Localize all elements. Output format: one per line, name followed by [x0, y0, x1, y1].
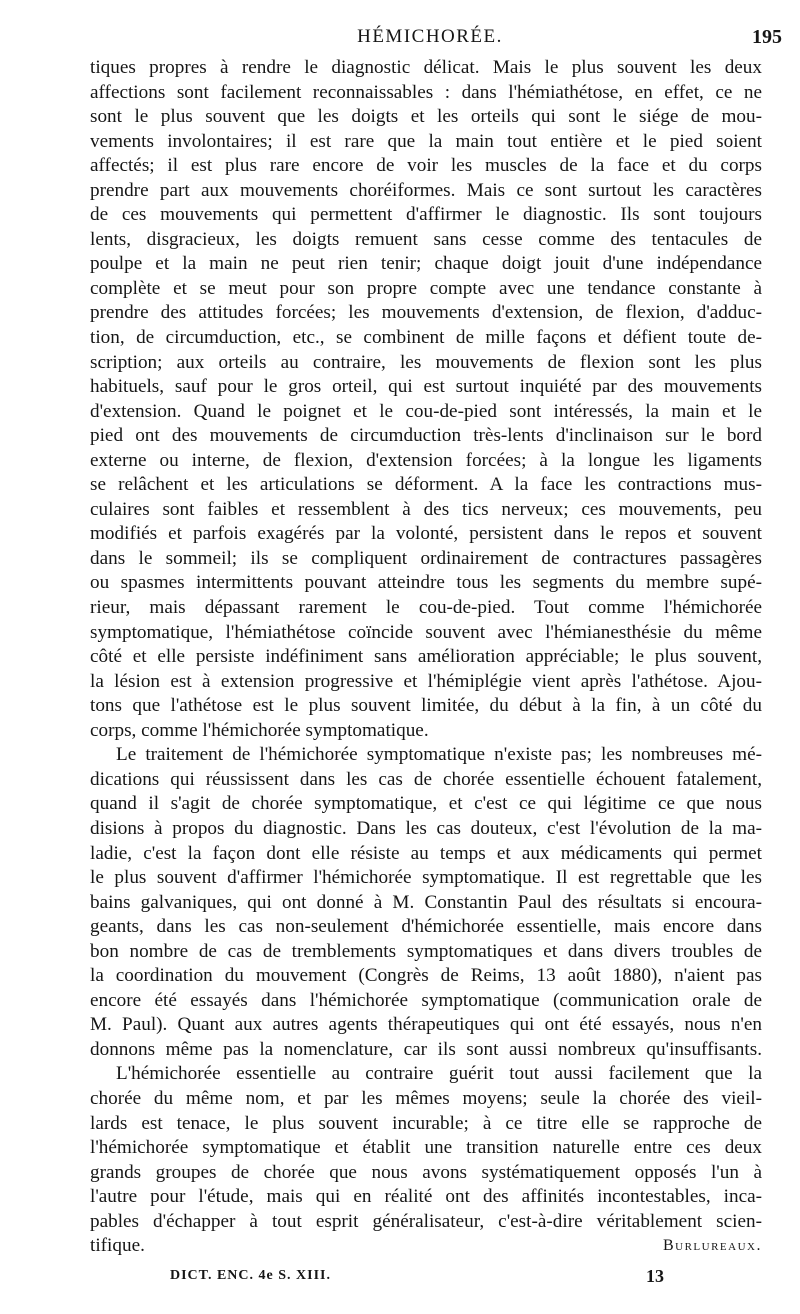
closing-line — [90, 1234, 762, 1259]
text-line: quand il s'agit de chorée symptomatique, et c'est ce qui légitime ce que nous — [90, 793, 762, 815]
text-line: ou spasmes intermittents pouvant atteindre tous les segments du membre supé- — [90, 572, 762, 594]
page-footer — [170, 1268, 730, 1292]
text-line: d'extension. Quand le poignet et le cou-de-pied sont intéressés, la main et le — [90, 400, 762, 422]
text-line: tons que l'athétose est le plus souvent limitée, du début à la fin, à un côté du — [90, 695, 762, 717]
text-line: symptomatique, l'hémiathétose coïncide souvent avec l'hémianesthésie du même — [90, 621, 762, 643]
text-line: externe ou interne, de flexion, d'extension forcées; à la longue les ligaments — [90, 449, 762, 471]
printer-signature: DICT. ENC. 4e S. XIII. — [170, 1268, 331, 1283]
text-line: Le traitement de l'hémichorée symptomatique n'existe pas; les nombreuses mé- — [116, 744, 762, 766]
text-line: L'hémichorée essentielle au contraire guérit tout aussi facilement que la — [116, 1063, 762, 1085]
text-line: tion, de circumduction, etc., se combinent de mille façons et défient toute de- — [90, 327, 762, 349]
text-line: M. Paul). Quant aux autres agents thérapeutiques qui ont été essayés, nous n'en — [90, 1014, 762, 1036]
page-number: 195 — [752, 26, 782, 48]
text-line: lards est tenace, le plus souvent incurable; à ce titre elle se rapproche de — [90, 1112, 762, 1134]
text-line: poulpe et la main ne peut rien tenir; chaque doigt jouit d'une indépendance — [90, 253, 762, 275]
text-line: corps, comme l'hémichorée symptomatique. — [90, 719, 429, 741]
text-line: ladie, c'est la façon dont elle résiste au temps et aux médicaments qui permet — [90, 842, 762, 864]
text-line: prendre part aux mouvements choréiformes. Mais ce sont surtout les caractères — [90, 179, 762, 201]
text-line: pables d'échapper à tout esprit généralisateur, c'est-à-dire véritablement scien- — [90, 1210, 762, 1232]
author-signature: Burlureaux. — [662, 1237, 762, 1255]
text-line: bon nombre de cas de tremblements symptomatiques et dans divers troubles de — [90, 940, 762, 962]
text-line: encore été essayés dans l'hémichorée symptomatique (communication orale de — [90, 989, 762, 1011]
text-line: le plus souvent d'affirmer l'hémichorée symptomatique. Il est regrettable que les — [90, 867, 762, 889]
sheet-number: 13 — [646, 1266, 664, 1286]
text-line: pied ont des mouvements de circumduction très-lents d'inclinaison sur le bord — [90, 425, 762, 447]
text-line: affectés; il est plus rare encore de voir les muscles de la face et du corps — [90, 155, 762, 177]
text-line: la lésion est à extension progressive et l'hémiplégie vient après l'athétose. Ajou- — [90, 670, 762, 692]
text-line: lents, disgracieux, les doigts remuent sans cesse comme des tentacules de — [90, 228, 762, 250]
text-line: habituels, sauf pour le gros orteil, qui est surtout inquiété par des mouvements — [90, 376, 762, 398]
text-line: donnons même pas la nomenclature, car ils sont aussi nombreux qu'insuffisants. — [90, 1038, 762, 1060]
text-line: chorée du même nom, et par les mêmes moyens; seule la chorée des vieil- — [90, 1087, 762, 1109]
text-line: l'hémichorée symptomatique et établit une transition naturelle entre ces deux — [90, 1137, 762, 1159]
text-line: vements involontaires; il est rare que la main tout entière et le pied soient — [90, 130, 762, 152]
text-line: grands groupes de chorée que nous avons systématiquement opposés l'un à — [90, 1161, 762, 1183]
text-line: dications qui réussissent dans les cas de chorée essentielle échouent fatalement, — [90, 768, 762, 790]
text-line: culaires sont faibles et ressemblent à des tics nerveux; ces mouvements, peu — [90, 498, 762, 520]
text-line: bains galvaniques, qui ont donné à M. Constantin Paul des résultats si encoura- — [90, 891, 762, 913]
text-line: complète et se meut pour son propre compte avec une tendance constante à — [90, 277, 762, 299]
text-line: sont le plus souvent que les doigts et les orteils qui sont le siége de mou- — [90, 106, 762, 128]
running-title: HÉMICHORÉE. — [357, 26, 503, 47]
body-text — [90, 56, 762, 1259]
text-line: rieur, mais dépassant rarement le cou-de-pied. Tout comme l'hémichorée — [90, 597, 762, 619]
text-line: geants, dans les cas non-seulement d'hémichorée essentielle, mais encore dans — [90, 916, 762, 938]
text-line: tifique. — [90, 1235, 145, 1257]
text-line: la coordination du mouvement (Congrès de Reims, 13 août 1880), n'aient pas — [90, 965, 762, 987]
text-line: modifiés et parfois exagérés par la volonté, persistent dans le repos et souvent — [90, 523, 762, 545]
text-line: l'autre pour l'étude, mais qui en réalité ont des affinités incontestables, inca- — [90, 1186, 762, 1208]
text-line: se relâchent et les articulations se déforment. A la face les contractions mus- — [90, 474, 762, 496]
text-line: scription; aux orteils au contraire, les mouvements de flexion sont les plus — [90, 351, 762, 373]
text-line: tiques propres à rendre le diagnostic délicat. Mais le plus souvent les deux — [90, 57, 762, 78]
running-head — [90, 22, 782, 52]
text-line: côté et elle persiste indéfiniment sans amélioration appréciable; le plus souvent, — [90, 646, 762, 668]
text-line: affections sont facilement reconnaissables : dans l'hémiathétose, en effet, ce ne — [90, 81, 762, 103]
text-line: de ces mouvements qui permettent d'affirmer le diagnostic. Ils sont toujours — [90, 204, 762, 226]
text-line: dans le sommeil; ils se compliquent ordinairement de contractures passagères — [90, 547, 762, 569]
text-line: disions à propos du diagnostic. Dans les cas douteux, c'est l'évolution de la ma- — [90, 817, 762, 839]
text-line: prendre des attitudes forcées; les mouvements d'extension, de flexion, d'adduc- — [90, 302, 762, 324]
